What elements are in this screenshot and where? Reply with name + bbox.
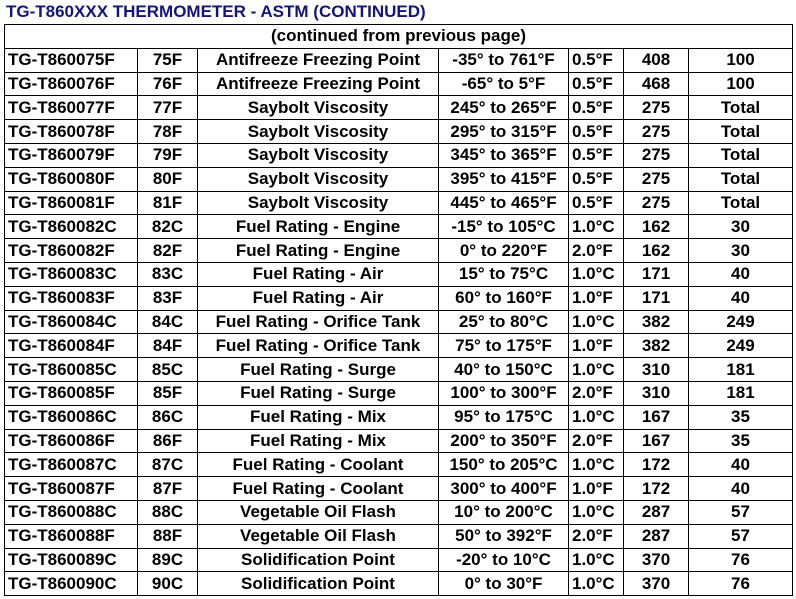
part-number-cell: TG-T860076F xyxy=(5,72,138,96)
continued-note: (continued from previous page) xyxy=(5,25,793,49)
immersion-cell: 35 xyxy=(689,405,793,429)
immersion-cell: Total xyxy=(689,143,793,167)
immersion-cell: 181 xyxy=(689,381,793,405)
immersion-cell: 40 xyxy=(689,477,793,501)
range-cell: 150° to 205°C xyxy=(439,453,569,477)
astm-number-cell: 80F xyxy=(138,167,198,191)
application-cell: Fuel Rating - Mix xyxy=(198,429,439,453)
astm-number-cell: 87C xyxy=(138,453,198,477)
astm-number-cell: 82C xyxy=(138,215,198,239)
table-row xyxy=(5,453,793,477)
table-row xyxy=(5,72,793,96)
application-cell: Saybolt Viscosity xyxy=(198,191,439,215)
range-cell: 15° to 75°C xyxy=(439,262,569,286)
graduation-cell: 0.5°F xyxy=(569,72,624,96)
immersion-cell: 76 xyxy=(689,548,793,572)
immersion-cell: Total xyxy=(689,167,793,191)
range-cell: 345° to 365°F xyxy=(439,143,569,167)
part-number-cell: TG-T860081F xyxy=(5,191,138,215)
range-cell: -15° to 105°C xyxy=(439,215,569,239)
part-number-cell: TG-T860077F xyxy=(5,96,138,120)
part-number-cell: TG-T860083C xyxy=(5,262,138,286)
length-cell: 370 xyxy=(624,548,689,572)
application-cell: Saybolt Viscosity xyxy=(198,143,439,167)
application-cell: Fuel Rating - Coolant xyxy=(198,453,439,477)
part-number-cell: TG-T860080F xyxy=(5,167,138,191)
astm-number-cell: 86C xyxy=(138,405,198,429)
astm-number-cell: 89C xyxy=(138,548,198,572)
application-cell: Solidification Point xyxy=(198,572,439,596)
range-cell: 95° to 175°C xyxy=(439,405,569,429)
immersion-cell: 76 xyxy=(689,572,793,596)
application-cell: Fuel Rating - Coolant xyxy=(198,477,439,501)
table-row xyxy=(5,524,793,548)
length-cell: 167 xyxy=(624,405,689,429)
part-number-cell: TG-T860079F xyxy=(5,143,138,167)
range-cell: 395° to 415°F xyxy=(439,167,569,191)
table-row xyxy=(5,334,793,358)
application-cell: Fuel Rating - Orifice Tank xyxy=(198,310,439,334)
continued-row xyxy=(5,25,793,49)
table-row xyxy=(5,143,793,167)
immersion-cell: 35 xyxy=(689,429,793,453)
range-cell: 60° to 160°F xyxy=(439,286,569,310)
length-cell: 468 xyxy=(624,72,689,96)
immersion-cell: Total xyxy=(689,191,793,215)
immersion-cell: 100 xyxy=(689,72,793,96)
astm-number-cell: 83C xyxy=(138,262,198,286)
range-cell: 245° to 265°F xyxy=(439,96,569,120)
part-number-cell: TG-T860086C xyxy=(5,405,138,429)
astm-number-cell: 78F xyxy=(138,120,198,144)
astm-number-cell: 85F xyxy=(138,381,198,405)
graduation-cell: 1.0°C xyxy=(569,405,624,429)
graduation-cell: 1.0°C xyxy=(569,548,624,572)
application-cell: Fuel Rating - Air xyxy=(198,262,439,286)
length-cell: 275 xyxy=(624,191,689,215)
part-number-cell: TG-T860090C xyxy=(5,572,138,596)
range-cell: 300° to 400°F xyxy=(439,477,569,501)
length-cell: 172 xyxy=(624,477,689,501)
application-cell: Fuel Rating - Air xyxy=(198,286,439,310)
part-number-cell: TG-T860088C xyxy=(5,500,138,524)
graduation-cell: 1.0°C xyxy=(569,358,624,382)
table-row xyxy=(5,262,793,286)
graduation-cell: 1.0°F xyxy=(569,334,624,358)
graduation-cell: 1.0°F xyxy=(569,477,624,501)
astm-number-cell: 84C xyxy=(138,310,198,334)
table-row xyxy=(5,381,793,405)
astm-number-cell: 88F xyxy=(138,524,198,548)
length-cell: 382 xyxy=(624,334,689,358)
application-cell: Saybolt Viscosity xyxy=(198,120,439,144)
table-row xyxy=(5,500,793,524)
immersion-cell: 40 xyxy=(689,286,793,310)
astm-number-cell: 88C xyxy=(138,500,198,524)
application-cell: Solidification Point xyxy=(198,548,439,572)
immersion-cell: 30 xyxy=(689,215,793,239)
table-row xyxy=(5,429,793,453)
length-cell: 370 xyxy=(624,572,689,596)
astm-number-cell: 82F xyxy=(138,239,198,263)
immersion-cell: 57 xyxy=(689,524,793,548)
table-row xyxy=(5,120,793,144)
part-number-cell: TG-T860087F xyxy=(5,477,138,501)
table-row xyxy=(5,96,793,120)
length-cell: 287 xyxy=(624,524,689,548)
part-number-cell: TG-T860086F xyxy=(5,429,138,453)
astm-number-cell: 75F xyxy=(138,48,198,72)
length-cell: 171 xyxy=(624,262,689,286)
application-cell: Antifreeze Freezing Point xyxy=(198,72,439,96)
range-cell: 200° to 350°F xyxy=(439,429,569,453)
range-cell: 10° to 200°C xyxy=(439,500,569,524)
range-cell: 25° to 80°C xyxy=(439,310,569,334)
application-cell: Fuel Rating - Engine xyxy=(198,239,439,263)
immersion-cell: 57 xyxy=(689,500,793,524)
graduation-cell: 0.5°F xyxy=(569,120,624,144)
immersion-cell: 249 xyxy=(689,310,793,334)
range-cell: 0° to 30°F xyxy=(439,572,569,596)
graduation-cell: 1.0°C xyxy=(569,262,624,286)
table-row xyxy=(5,477,793,501)
graduation-cell: 0.5°F xyxy=(569,191,624,215)
astm-number-cell: 81F xyxy=(138,191,198,215)
astm-number-cell: 77F xyxy=(138,96,198,120)
application-cell: Fuel Rating - Engine xyxy=(198,215,439,239)
length-cell: 310 xyxy=(624,358,689,382)
range-cell: 0° to 220°F xyxy=(439,239,569,263)
length-cell: 162 xyxy=(624,215,689,239)
astm-number-cell: 83F xyxy=(138,286,198,310)
graduation-cell: 1.0°C xyxy=(569,453,624,477)
graduation-cell: 0.5°F xyxy=(569,48,624,72)
graduation-cell: 0.5°F xyxy=(569,143,624,167)
application-cell: Fuel Rating - Surge xyxy=(198,358,439,382)
astm-number-cell: 90C xyxy=(138,572,198,596)
graduation-cell: 2.0°F xyxy=(569,239,624,263)
graduation-cell: 0.5°F xyxy=(569,96,624,120)
length-cell: 310 xyxy=(624,381,689,405)
application-cell: Saybolt Viscosity xyxy=(198,167,439,191)
length-cell: 275 xyxy=(624,96,689,120)
application-cell: Fuel Rating - Mix xyxy=(198,405,439,429)
graduation-cell: 1.0°C xyxy=(569,500,624,524)
part-number-cell: TG-T860084C xyxy=(5,310,138,334)
astm-number-cell: 87F xyxy=(138,477,198,501)
length-cell: 287 xyxy=(624,500,689,524)
length-cell: 162 xyxy=(624,239,689,263)
part-number-cell: TG-T860088F xyxy=(5,524,138,548)
graduation-cell: 2.0°F xyxy=(569,524,624,548)
range-cell: -35° to 761°F xyxy=(439,48,569,72)
length-cell: 382 xyxy=(624,310,689,334)
length-cell: 275 xyxy=(624,143,689,167)
astm-number-cell: 85C xyxy=(138,358,198,382)
application-cell: Vegetable Oil Flash xyxy=(198,500,439,524)
range-cell: 445° to 465°F xyxy=(439,191,569,215)
table-row xyxy=(5,548,793,572)
part-number-cell: TG-T860085F xyxy=(5,381,138,405)
range-cell: -20° to 10°C xyxy=(439,548,569,572)
part-number-cell: TG-T860082C xyxy=(5,215,138,239)
table-row xyxy=(5,358,793,382)
table-row xyxy=(5,286,793,310)
length-cell: 275 xyxy=(624,120,689,144)
range-cell: 40° to 150°C xyxy=(439,358,569,382)
range-cell: 100° to 300°F xyxy=(439,381,569,405)
application-cell: Saybolt Viscosity xyxy=(198,96,439,120)
application-cell: Fuel Rating - Surge xyxy=(198,381,439,405)
immersion-cell: 181 xyxy=(689,358,793,382)
application-cell: Fuel Rating - Orifice Tank xyxy=(198,334,439,358)
part-number-cell: TG-T860084F xyxy=(5,334,138,358)
table-row xyxy=(5,215,793,239)
thermometer-table xyxy=(4,24,793,596)
immersion-cell: 249 xyxy=(689,334,793,358)
length-cell: 172 xyxy=(624,453,689,477)
astm-number-cell: 79F xyxy=(138,143,198,167)
astm-number-cell: 86F xyxy=(138,429,198,453)
application-cell: Vegetable Oil Flash xyxy=(198,524,439,548)
length-cell: 408 xyxy=(624,48,689,72)
part-number-cell: TG-T860089C xyxy=(5,548,138,572)
part-number-cell: TG-T860078F xyxy=(5,120,138,144)
graduation-cell: 0.5°F xyxy=(569,167,624,191)
graduation-cell: 2.0°F xyxy=(569,381,624,405)
length-cell: 167 xyxy=(624,429,689,453)
table-row xyxy=(5,191,793,215)
part-number-cell: TG-T860087C xyxy=(5,453,138,477)
table-row xyxy=(5,239,793,263)
table-row xyxy=(5,167,793,191)
range-cell: -65° to 5°F xyxy=(439,72,569,96)
part-number-cell: TG-T860075F xyxy=(5,48,138,72)
graduation-cell: 1.0°C xyxy=(569,572,624,596)
table-row xyxy=(5,572,793,596)
graduation-cell: 1.0°C xyxy=(569,215,624,239)
range-cell: 75° to 175°F xyxy=(439,334,569,358)
part-number-cell: TG-T860083F xyxy=(5,286,138,310)
immersion-cell: 40 xyxy=(689,262,793,286)
astm-number-cell: 76F xyxy=(138,72,198,96)
immersion-cell: Total xyxy=(689,120,793,144)
part-number-cell: TG-T860082F xyxy=(5,239,138,263)
page-title: TG-T860XXX THERMOMETER - ASTM (CONTINUED) xyxy=(6,2,426,21)
immersion-cell: 40 xyxy=(689,453,793,477)
part-number-cell: TG-T860085C xyxy=(5,358,138,382)
graduation-cell: 1.0°F xyxy=(569,286,624,310)
length-cell: 171 xyxy=(624,286,689,310)
table-row xyxy=(5,48,793,72)
graduation-cell: 1.0°C xyxy=(569,310,624,334)
length-cell: 275 xyxy=(624,167,689,191)
astm-number-cell: 84F xyxy=(138,334,198,358)
application-cell: Antifreeze Freezing Point xyxy=(198,48,439,72)
table-row xyxy=(5,405,793,429)
immersion-cell: 100 xyxy=(689,48,793,72)
immersion-cell: Total xyxy=(689,96,793,120)
immersion-cell: 30 xyxy=(689,239,793,263)
table-row xyxy=(5,310,793,334)
graduation-cell: 2.0°F xyxy=(569,429,624,453)
range-cell: 50° to 392°F xyxy=(439,524,569,548)
range-cell: 295° to 315°F xyxy=(439,120,569,144)
